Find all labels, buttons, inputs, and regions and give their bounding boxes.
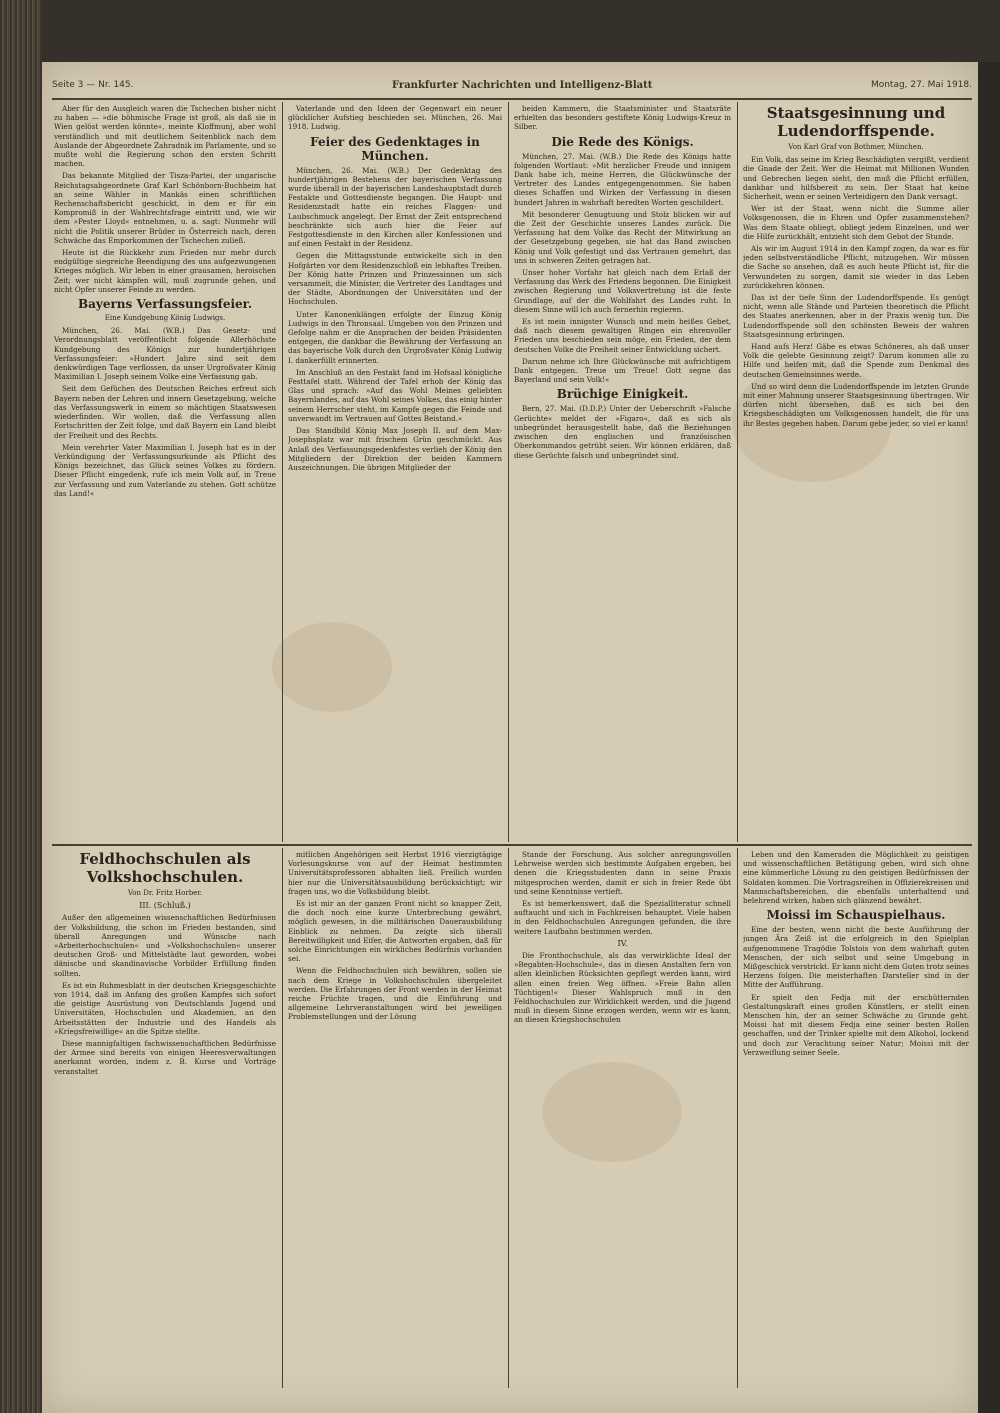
article-paragraph: Aber für den Ausgleich waren die Tschechen bisher nicht zu haben — »die böhmische Frage ist groß, als daß sie in Wien gelöst werden könnte«, meinte Kloffmunj, aber wohl verständlich und mit deutlichem Seitenblick nach dem Auslande der Abgeordnete Zahradnik im Parlamente, und so mußte wohl die Regierung schon den ersten Schritt machen.	[54, 104, 276, 169]
article-paragraph: Ein Volk, das seine im Krieg Beschädigten vergißt, verdient die Gnade der Zeit. Wer die Heimat mit Millionen Wunden und Gebrechen liegen sieht, den muß die Pflicht erfüllen, dankbar und hilfsbereit zu sein. Der Staat hat keine Sicherheit, wenn er seinen Verteidigern den Dank versagt.	[743, 155, 969, 202]
column-rule	[282, 848, 283, 1388]
feuilleton-column-3	[514, 850, 731, 1385]
article-paragraph: Leben und den Kameraden die Möglichkeit zu geistigen und wissenschaftlichen Betätigung geben, wird sich ohne eine kümmerliche Lösung zu den geistigen Bedürfnissen der Soldaten kommen. Die Vortragsreihen in Offizierekreisen und Mannschaftsbereichen, die ebenfalls unterhaltend und belehrend wirken, haben sich glänzend bewährt.	[743, 850, 969, 906]
article-paragraph: Wenn die Feldhochschulen sich bewähren, sollen sie nach dem Kriege in Volkshochschulen übergeleitet werden. Die Erfahrungen der Front werden in der Heimat reiche Früchte tragen, und die Einführung und allgemeine Lehrveranstaltungen wird bei jeweiligen Problemstellungen und der Lösung	[288, 966, 502, 1022]
article-paragraph: Heute ist die Rückkehr zum Frieden nur mehr durch endgültige siegreiche Beendigung des uns aufgezwungenen Krieges möglich. Wir leben in einer grausamen, heroischen Zeit; wer nicht kämpfen will, muß zugrunde gehen, und nicht Opfer unserer Feinde zu werden.	[54, 248, 276, 294]
background-shadow	[42, 0, 1000, 62]
article-byline: Von Karl Graf von Bothmer, München.	[788, 143, 924, 151]
article-paragraph: Die Fronthochschule, als das verwirklichte Ideal der »Begabten-Hochschule«, das in diesen Anstalten fern von allen kleinlichen Rücksichten gepflegt werden kann, wird allen einen freien Weg öffnen. »Freie Bahn allen Tüchtigen!« Dieser Wahlspruch muß in den Feldhochschulen zur Wirklichkeit werden, und die Jugend muß in diesem Sinne erzogen werden, wenn wir es kann, an diesen Kriegshochschulen	[514, 951, 731, 1025]
column-rule	[282, 102, 283, 842]
article-paragraph: Unser hoher Vorfahr hat gleich nach dem Erlaß der Verfassung das Werk des Friedens begonnen. Die Einigkeit zwischen Regierung und Volksvertretung ist die feste Grundlage, auf der die Wohlfahrt des Landes ruht. In diesem Sinne will ich auch fernerhin regieren.	[514, 268, 731, 314]
article-paragraph: Es ist ein Ruhmesblatt in der deutschen Kriegsgeschichte von 1914, daß im Anfang des großen Kampfes sich sofort die geistige Ausrüstung von Deutschlands Jugend und Universitäten, Hochschulen und Akademien, an den Arbeitsstätten der Industrie und des Handels als »Kriegsfreiwillige« an die Spitze stellte.	[54, 980, 276, 1036]
article-paragraph: Das Standbild König Max Joseph II. auf dem Max-Josephsplatz war mit frischem Grün geschmückt. Aus Anlaß des Verfassungsgedenkfestes verlieh der König den Mitgliedern der Direktion der beiden Kammern Auszeichnungen. Die übrigen Mitglieder der	[288, 426, 502, 472]
article-subheading: Eine Kundgebung König Ludwigs.	[104, 314, 226, 323]
column-rule	[508, 102, 509, 842]
page-header	[52, 80, 972, 98]
section-rule	[52, 844, 972, 846]
article-column-1	[54, 104, 276, 840]
article-paragraph: beiden Kammern, die Staatsminister und Staatsräte erhielten das besonders gestiftete König Ludwigs-Kreuz in Silber.	[514, 104, 731, 132]
article-paragraph: Eine der besten, wenn nicht die beste Ausführung der jungen Ära Zeiß ist die erfolgreich in den Spielplan aufgenommene Tragödie Tolstois von dem wahrhaft guten Menschen, der sich selbst und seine Umgebung in Mißgeschick verstrickt. Er kann nicht dem Guten trotz seines Herzens folgen. Die meisterhaften Darsteller sind in der Mitte der Aufführung.	[743, 925, 969, 990]
article-paragraph: Gegen die Mittagsstunde entwickelte sich in den Hofgärten vor dem Residenzschloß ein lebhaftes Treiben. Der König hatte Prinzen und Prinzessinnen um sich versammelt, die Minister, die Vertreter des Landtages und der Städte, Abordnungen der Universitäten und der Hochschulen.	[288, 251, 502, 307]
article-column-3	[514, 104, 731, 840]
column-rule	[737, 102, 738, 842]
article-part: III. (Schluß.)	[139, 901, 191, 911]
article-heading: Staatsgesinnung und Ludendorffspende.	[766, 104, 946, 140]
article-paragraph: Seit dem Gefüchen des Deutschen Reiches erfreut sich Bayern neben der Lehren und innern Gesetzgebung, welche das Verfassungswerk in einem so mächtigen Staatswesen wiederfinden. Wir wollen, daß die Verfassung allen Fortschritten der Zeit folge, und daß Bayern ein Land bleibt der Freiheit und des Rechts.	[54, 384, 276, 440]
article-paragraph: Es ist mein innigster Wunsch und mein heißes Gebet, daß nach diesem gewaltigen Ringen ein ehrenvoller Frieden uns beschieden sein möge, ein Frieden, der dem deutschen Volke die Freiheit seiner Entwicklung sichert.	[514, 317, 731, 354]
article-paragraph: Darum nehme ich Ihre Glückwünsche mit aufrichtigem Dank entgegen. Treue um Treue! Gott segne das Bayerland und sein Volk!«	[514, 356, 731, 385]
article-paragraph: Diese mannigfaltigen fachwissenschaftlichen Bedürfnisse der Armee sind bereits von einigen Heeresverwaltungen anerkannt worden, indem z. B. Kurse und Vorträge veranstaltet	[54, 1039, 276, 1076]
article-paragraph: Stande der Forschung. Aus solcher anregungsvollen Lehrweise werden sich bestimmte Aufgaben ergeben, bei denen die Kriegsstudenten dann in seine Praxis mitgesprochen werden, damit er sich in freier Rede übt und seine Kenntnisse vertieft.	[514, 850, 731, 896]
article-paragraph: Mein verehrter Vater Maximilian I. Joseph hat es in der Verkündigung der Verfassungsurkunde als Pflicht des Königs bezeichnet, das Glück seines Volkes zu fördern. Dieser Pflicht eingedenk, rufe ich mein Volk auf, in Treue zur Verfassung und zum Vaterlande zu stehen. Gott schütze das Land!«	[54, 442, 276, 498]
article-column-4	[743, 104, 969, 840]
article-paragraph: Er spielt den Fedja mit der erschütternden Gestaltungskraft eines großen Künstlers, er stellt einen Menschen hin, der an seiner Schwäche zu Grunde geht. Moissi hat mit diesem Fedja eine seiner besten Rollen geschaffen, und der Trinker spielte mit dem Alkohol, lockend und doch zur Verachtung seiner Natur; Moissi mit der Verzweiflung seiner Seele.	[743, 992, 969, 1057]
article-heading: Feier des Gedenktages in München.	[310, 134, 480, 163]
article-paragraph: Es ist bemerkenswert, daß die Spezialliteratur schnell auftaucht und sich in Fachkreisen behauptet. Viele haben in den Feldhochschulen Anregungen gefunden, die ihre weitere Laufbahn bestimmen werden.	[514, 899, 731, 936]
article-paragraph: München, 26. Mai. (W.B.) Das Gesetz- und Verordnungsblatt veröffentlicht folgende Allerhöchste Kundgebung des Königs zur hundertjährigen Verfassungsfeier: »Hundert Jahre sind seit dem denkwürdigen Tage verflossen, da unser Urgroßvater König Maximilian I. Joseph seinem Volke eine Verfassung gab.	[54, 326, 276, 382]
column-rule	[508, 848, 509, 1388]
article-paragraph: Als wir im August 1914 in den Kampf zogen, da war es für jeden selbstverständliche Pflicht, mitzugehen. Wir müssen die Sache so ansehen, daß es auch heute Pflicht ist, für die Verwundeten zu sorgen, damit sie wieder in das Leben zurückkehren können.	[743, 244, 969, 290]
article-paragraph: Außer den allgemeinen wissenschaftlichen Bedürfnissen der Volksbildung, die schon im Frieden bestanden, sind überall Anregungen und Wünsche nach »Arbeiterhochschulen« und »Volkshochschulen« unserer deutschen Groß- und Mittelstädte laut geworden, wobei dänische und skandinavische Vorbilder Erfüllung finden sollten.	[54, 913, 276, 978]
article-paragraph: Und so wird denn die Ludendorffspende im letzten Grunde mit einer Mahnung unserer Staatsgesinnung übertragen. Wir dürfen nicht übersehen, daß es sich bei den Kriegsbeschädigten um Volksgenossen handelt, die für uns ihr Bestes gegeben haben. Darum gebe jeder, so viel er kann!	[743, 381, 969, 428]
feuilleton-column-1	[54, 850, 276, 1385]
article-paragraph: Wer ist der Staat, wenn nicht die Summe aller Volksgenossen, die in Ehren und Opfer zusammenstehen? Was dem Staate obliegt, obliegt jedem Einzelnen, und wer die Hilfe zurückhält, entzieht sich dem Gebot der Stunde.	[743, 204, 969, 241]
article-heading: Moissi im Schauspielhaus.	[766, 908, 946, 923]
article-heading: Feldhochschulen als Volkshochschulen.	[79, 850, 251, 886]
article-paragraph: Unter Kanonenklängen erfolgte der Einzug König Ludwigs in den Thronsaal. Umgeben von den Prinzen und Gefolge nahm er die Ansprachen der beiden Präsidenten entgegen, die dankbar die Bewährung der Verfassung an das bayerische Volk durch den Urgroßvater König Ludwig I. dankerfüllt erinnerten.	[288, 309, 502, 365]
article-paragraph: München, 26. Mai. (W.B.) Der Gedenktag des hundertjährigen Bestehens der bayerischen Verfassung wurde überall in der bayerischen Landeshauptstadt durch Festakte und Gottesdienste begangen. Die Haupt- und Residenzstadt hatte ein reiches Flaggen- und Laubschmuck angelegt. Der Ernst der Zeit entsprechend beschränkte sich auch hier die Feier auf Festgottesdienste in den Kirchen aller Konfessionen und auf einen Festakt in der Residenz.	[288, 165, 502, 249]
page-label: Seite 3 — Nr. 145.	[52, 80, 134, 90]
article-column-2	[288, 104, 502, 840]
article-paragraph: München, 27. Mai. (W.B.) Die Rede des Königs hatte folgenden Wortlaut: »Mit herzlicher Freude und innigem Dank habe ich, meine Herren, die Glückwünsche der Vertreter des Landes entgegengenommen. Sie haben dieses Schaffen und Wirken der Verfassung in diesen hundert Jahren in wahrhaft beredten Worten geschildert.	[514, 151, 731, 207]
article-heading: Bayerns Verfassungsfeier.	[77, 297, 253, 312]
column-rule	[737, 848, 738, 1388]
article-paragraph: Bern, 27. Mai. (D.D.P.) Unter der Ueberschrift »Falsche Gerüchte« meldet der »Figaro«, daß es sich als unbegründet herausgestellt habe, daß die Beziehungen zwischen den englischen und französischen Oberkommandos getrübt seien. Wir können erklären, daß diese Gerüchte falsch und unbegründet sind.	[514, 404, 731, 460]
article-paragraph: Mit besonderer Genugtuung und Stolz blicken wir auf die Zeit der Geschichte unseres Landes zurück. Die Verfassung hat dem Volke das Recht der Mitwirkung an der Gesetzgebung gegeben, sie hat das Band zwischen König und Volk gefestigt und das Vertrauen gemehrt, das uns in schweren Zeiten getragen hat.	[514, 209, 731, 265]
article-heading: Die Rede des Königs.	[551, 134, 694, 149]
masthead: Frankfurter Nachrichten und Intelligenz-Blatt	[392, 80, 653, 91]
article-part: IV.	[617, 938, 628, 948]
article-paragraph: Das bekannte Mitglied der Tisza-Partei, der ungarische Reichstagsabgeordnete Graf Karl Schönborn-Buchheim hat an seine Wähler in Mankäs einen schriftlichen Rechenschaftsbericht geschickt, in dem er für ein Kompromiß in der Wahlrechtsfrage eintritt und, wie wir dem »Pester Lloyd« entnehmen, u. a. sagt: Nunmehr will nicht die Politik unserer Brüder in Österreich nach, deren Schwäche das Emporkommen der Tschechen zuließ.	[54, 171, 276, 245]
article-paragraph: Im Anschluß an den Festakt fand im Hofsaal königliche Festtafel statt. Während der Tafel erhob der König das Glas und sprach: »Auf das Wohl Meines geliebten Bayernlandes, auf das Wohl seines Volkes, das einig hinter seinem Herrscher steht, im Kampfe gegen die Feinde und unverwandt im Vertrauen auf Gottes Beistand.«	[288, 367, 502, 423]
feuilleton-column-2	[288, 850, 502, 1385]
article-paragraph: mitlichen Angehörigen seit Herbst 1916 vierzigtägige Vorlesungskurse von auf der Heimat bestimmten Universitätsprofessoren abhalten ließ. Freilich wurden hier nur die Universitätsausbildung berücksichtigt; wir fragen uns, wo die Volksbildung bleibt.	[288, 850, 502, 896]
article-heading: Brüchige Einigkeit.	[556, 387, 689, 402]
article-paragraph: Das ist der tiefe Sinn der Ludendorffspende. Es genügt nicht, wenn alle Stände und Parteien theoretisch die Pflicht des Staates anerkennen, aber in der Praxis wenig tun. Die Ludendorffspende soll den schönsten Beweis der wahren Staatsgesinnung erbringen.	[743, 293, 969, 339]
article-byline: Von Dr. Fritz Horber.	[127, 889, 203, 897]
feuilleton-column-4	[743, 850, 969, 1385]
page-stack-edge	[0, 0, 42, 1413]
article-paragraph: Hand aufs Herz! Gäbe es etwas Schöneres, als daß unser Volk die gelebte Gesinnung zeigt? Darum kommen alle zu Hilfe und helfen mit, daß die Spende zum Denkmal des deutschen Gemeinsinnes werde.	[743, 342, 969, 379]
header-rule	[52, 98, 972, 100]
issue-date: Montag, 27. Mai 1918.	[870, 80, 972, 90]
article-paragraph: Es ist mir an der ganzen Front nicht so knapper Zeit, die doch noch eine kurze Unterbrechung gewährt, möglich gewesen, in die militärischen Dauerausbildung Einblick zu nehmen. Da zeigte sich überall Bereitwilligkeit und Eifer, die Antworten ergaben, daß für solche Einrichtungen ein wirkliches Bedürfnis vorhanden sei.	[288, 899, 502, 964]
article-paragraph: Vaterlande und den Ideen der Gegenwart ein neuer glücklicher Aufstieg beschieden sei. München, 26. Mai 1918. Ludwig.	[288, 104, 502, 132]
